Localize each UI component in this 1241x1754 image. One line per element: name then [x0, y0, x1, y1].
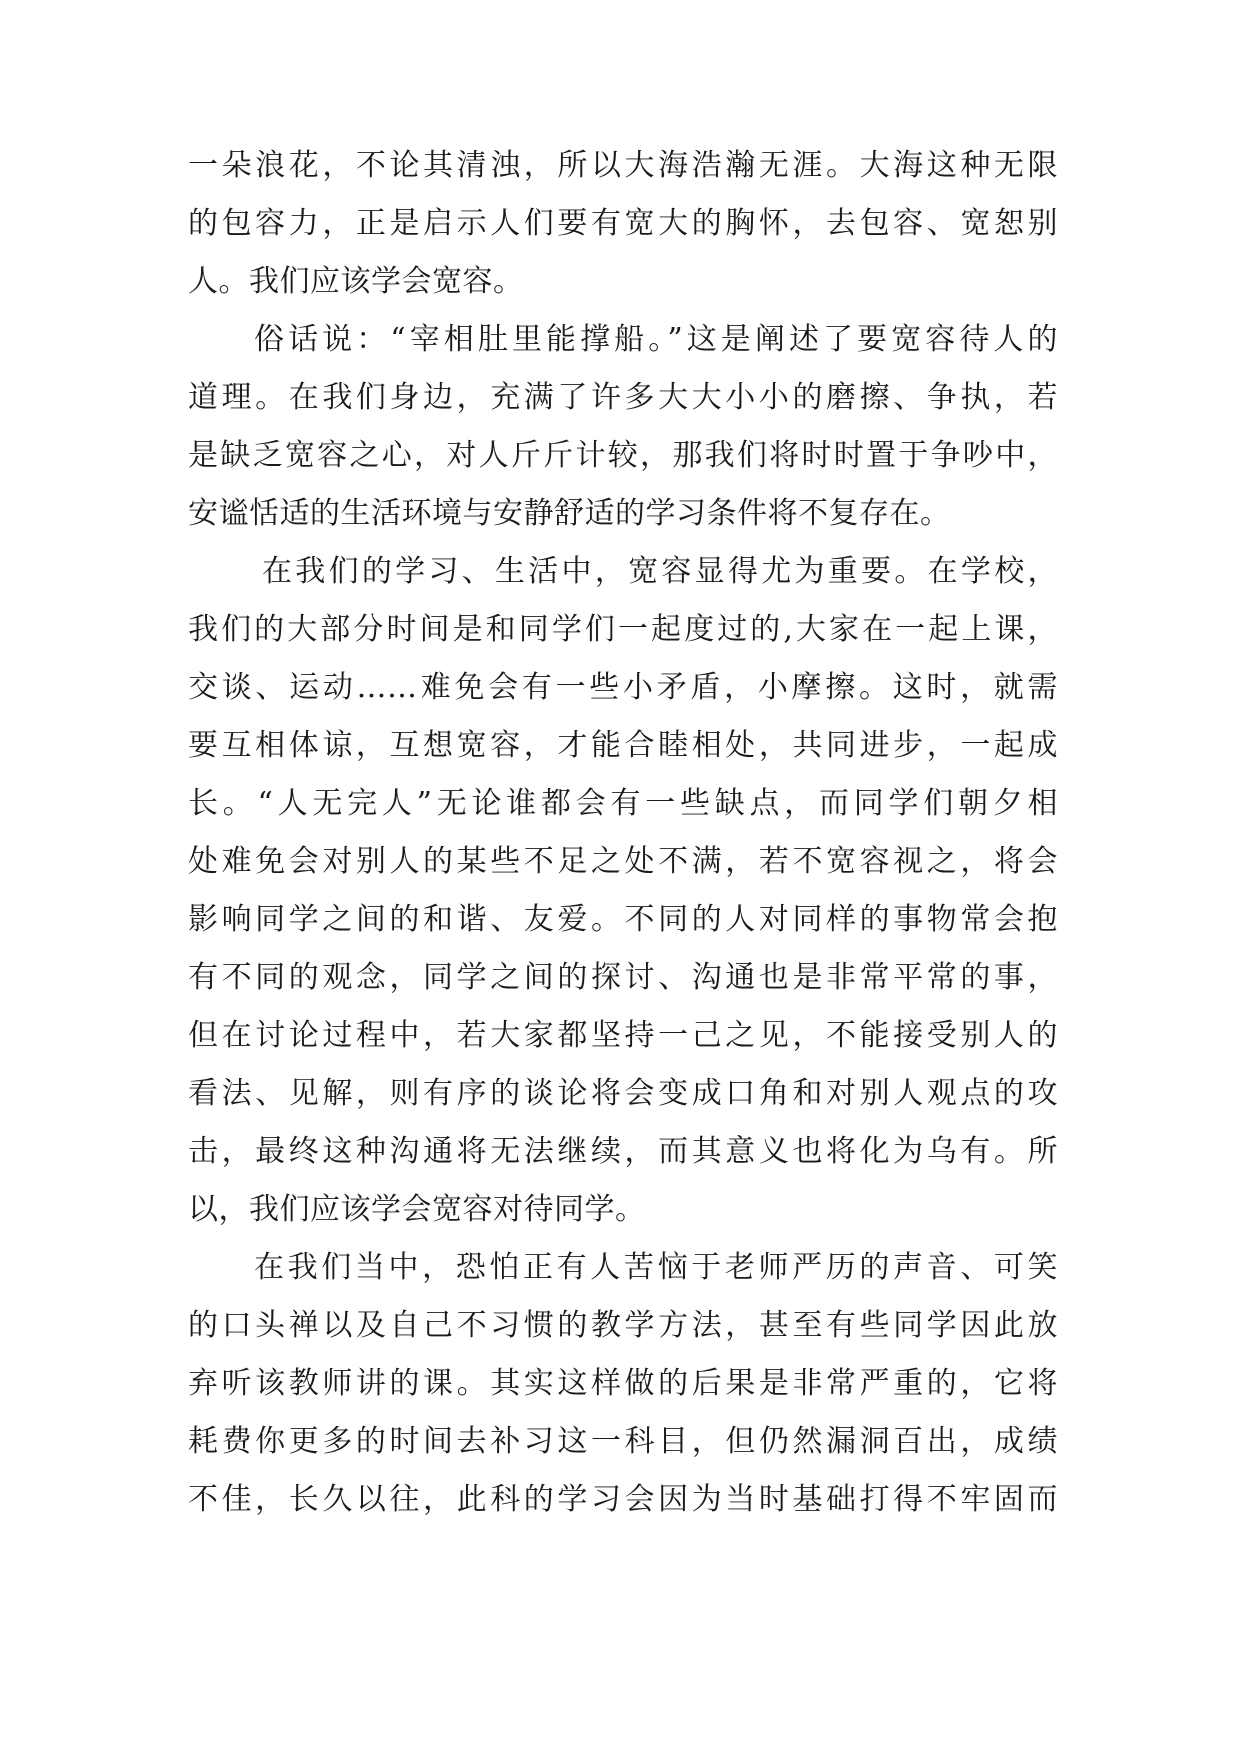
text-line: 要互相体谅，互想宽容，才能合睦相处，共同进步，一起成 [188, 728, 1058, 763]
text-line: 一朵浪花，不论其清浊，所以大海浩瀚无涯。大海这种无限 [188, 148, 1058, 183]
text-line: 道理。在我们身边，充满了许多大大小小的磨擦、争执，若 [188, 380, 1058, 415]
text-line: 但在讨论过程中，若大家都坚持一己之见，不能接受别人的 [188, 1018, 1058, 1053]
text-line: 我们的大部分时间是和同学们一起度过的,大家在一起上课， [188, 612, 1058, 647]
text-line: 人。我们应该学会宽容。 [188, 264, 524, 299]
text-line: 交谈、运动……难免会有一些小矛盾，小摩擦。这时，就需 [188, 670, 1058, 705]
text-line: 有不同的观念，同学之间的探讨、沟通也是非常平常的事， [188, 960, 1058, 995]
text-line: 处难免会对别人的某些不足之处不满，若不宽容视之，将会 [188, 844, 1058, 879]
text-line: 安谧恬适的生活环境与安静舒适的学习条件将不复存在。 [188, 496, 951, 531]
text-line: 影响同学之间的和谐、友爱。不同的人对同样的事物常会抱 [188, 902, 1058, 937]
text-line: 是缺乏宽容之心，对人斤斤计较，那我们将时时置于争吵中， [188, 438, 1058, 473]
text-line: 耗费你更多的时间去补习这一科目，但仍然漏洞百出，成绩 [188, 1424, 1058, 1459]
text-line: 击，最终这种沟通将无法继续，而其意义也将化为乌有。所 [188, 1134, 1058, 1169]
text-line: 长。“人无完人”无论谁都会有一些缺点，而同学们朝夕相 [188, 786, 1058, 821]
text-line: 的包容力，正是启示人们要有宽大的胸怀，去包容、宽恕别 [188, 206, 1058, 241]
paragraph-first-line: 在我们当中，恐怕正有人苦恼于老师严历的声音、可笑 [254, 1250, 1058, 1285]
paragraph-first-line: 俗话说：“宰相肚里能撑船。”这是阐述了要宽容待人的 [254, 322, 1058, 357]
text-line: 的口头禅以及自己不习惯的教学方法，甚至有些同学因此放 [188, 1308, 1058, 1343]
text-line: 弃听该教师讲的课。其实这样做的后果是非常严重的，它将 [188, 1366, 1058, 1401]
text-line: 看法、见解，则有序的谈论将会变成口角和对别人观点的攻 [188, 1076, 1058, 1111]
paragraph-first-line: 在我们的学习、生活中，宽容显得尤为重要。在学校， [262, 554, 1058, 589]
text-line: 不佳，长久以往，此科的学习会因为当时基础打得不牢固而 [188, 1482, 1058, 1517]
text-line: 以，我们应该学会宽容对待同学。 [188, 1192, 646, 1227]
